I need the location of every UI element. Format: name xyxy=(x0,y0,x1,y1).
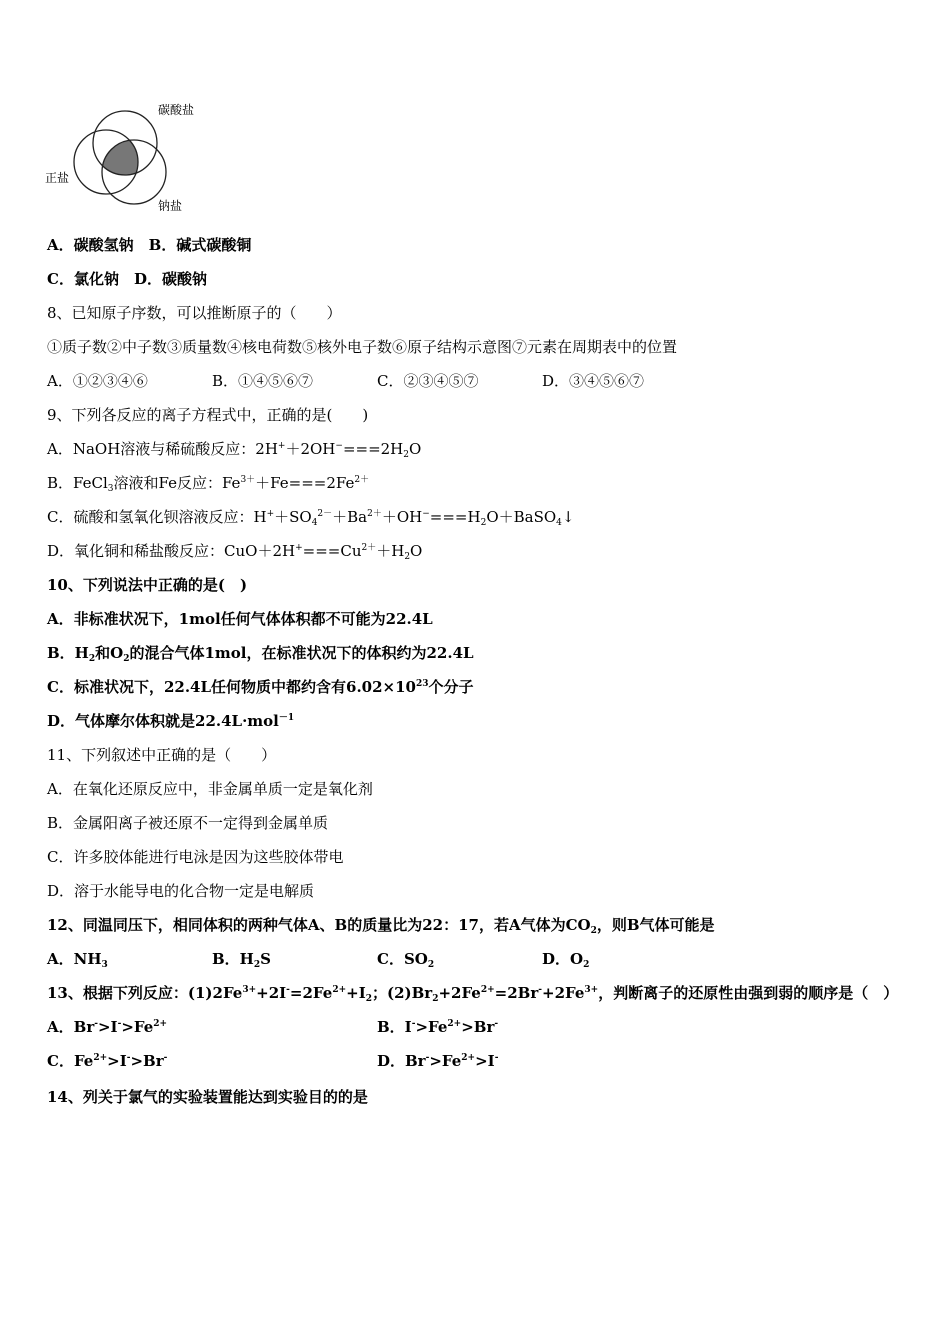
q8-stem: 8、已知原子序数，可以推断原子的（ ） xyxy=(47,304,342,322)
q8-option-d: D．③④⑤⑥⑦ xyxy=(542,372,645,390)
q12-stem: 12、同温同压下，相同体积的两种气体A、B的质量比为22：17，若A气体为$CO_2$，则B气体可能是 xyxy=(47,916,715,936)
venn-label-normal-salt: 正盐 xyxy=(45,171,70,185)
venn-label-sodium-salt: 钠盐 xyxy=(158,199,183,213)
q12-option-c: C．$SO_2$ xyxy=(377,950,435,970)
q10-option-a: A．非标准状况下，1mol任何气体体积都不可能为22.4L xyxy=(47,610,433,628)
venn-label-carbonate: 碳酸盐 xyxy=(158,103,195,117)
q12-option-d: D．$O_2$ xyxy=(542,950,590,970)
q9-option-a: A．NaOH溶液与稀硫酸反应：$2H^++2OH^-===2H_2O$ xyxy=(47,440,422,460)
venn-diagram xyxy=(40,98,210,218)
q9-stem: 9、下列各反应的离子方程式中，正确的是( ) xyxy=(47,406,369,424)
q11-option-d: D．溶于水能导电的化合物一定是电解质 xyxy=(47,882,315,900)
q11-option-b: B．金属阳离子被还原不一定得到金属单质 xyxy=(47,814,329,832)
q8-option-a: A．①②③④⑥ xyxy=(47,372,148,390)
q12-option-b: B．$H_2S$ xyxy=(212,950,271,970)
q9-option-b: B．FeCl$_3$溶液和Fe反应：$Fe^{3+}+Fe===2Fe^{2+}$ xyxy=(47,474,370,494)
q10-option-c: C．标准状况下，22.4L任何物质中都约含有$6.02\times 10^{23}$个分子 xyxy=(47,678,474,696)
q13-option-d: D．$Br^->Fe^{2+}>I^-$ xyxy=(377,1052,499,1070)
q10-stem: 10、下列说法中正确的是( ) xyxy=(47,576,248,594)
q8-option-c: C．②③④⑤⑦ xyxy=(377,372,479,390)
q12-option-a: A．$NH_3$ xyxy=(47,950,108,970)
q8-items: ①质子数②中子数③质量数④核电荷数⑤核外电子数⑥原子结构示意图⑦元素在周期表中的位置 xyxy=(47,338,678,356)
q13-option-a: A．$Br^->I^->Fe^{2+}$ xyxy=(47,1018,168,1036)
q10-option-d: D．气体摩尔体积就是22.4L·mol$^{-1}$ xyxy=(47,712,295,730)
q8-option-b: B．①④⑤⑥⑦ xyxy=(212,372,314,390)
q7-option-cd: C．氯化钠 D．碳酸钠 xyxy=(47,270,207,288)
q13-stem: 13、根据下列反应：$(1)2Fe^{3+}+2I^-=2Fe^{2+}+I_2$；$(2)Br_2+2Fe^{2+}=2Br^-+2Fe^{3+}$，判断离子的还原性由强到弱的顺序是（ ） xyxy=(47,984,899,1004)
q13-option-c: C．$Fe^{2+}>I^->Br^-$ xyxy=(47,1052,168,1070)
q10-option-b: B．$H_2$和$O_2$的混合气体1mol，在标准状况下的体积约为22.4L xyxy=(47,644,474,664)
q14-stem: 14、列关于氯气的实验装置能达到实验目的的是 xyxy=(47,1088,368,1106)
q13-option-b: B．$I^->Fe^{2+}>Br^-$ xyxy=(377,1018,499,1036)
q9-option-c: C．硫酸和氢氧化钡溶液反应：$H^++SO_4^{2-}+Ba^{2+}+OH^-===H_2O+BaSO_4↓$ xyxy=(47,508,575,528)
q11-option-a: A．在氧化还原反应中，非金属单质一定是氧化剂 xyxy=(47,780,373,798)
q11-option-c: C．许多胶体能进行电泳是因为这些胶体带电 xyxy=(47,848,344,866)
q11-stem: 11、下列叙述中正确的是（ ） xyxy=(47,746,277,764)
q9-option-d: D．氧化铜和稀盐酸反应：$CuO+2H^+===Cu^{2+}+H_2O$ xyxy=(47,542,423,562)
q7-option-ab: A．碳酸氢钠 B．碱式碳酸铜 xyxy=(47,236,252,254)
